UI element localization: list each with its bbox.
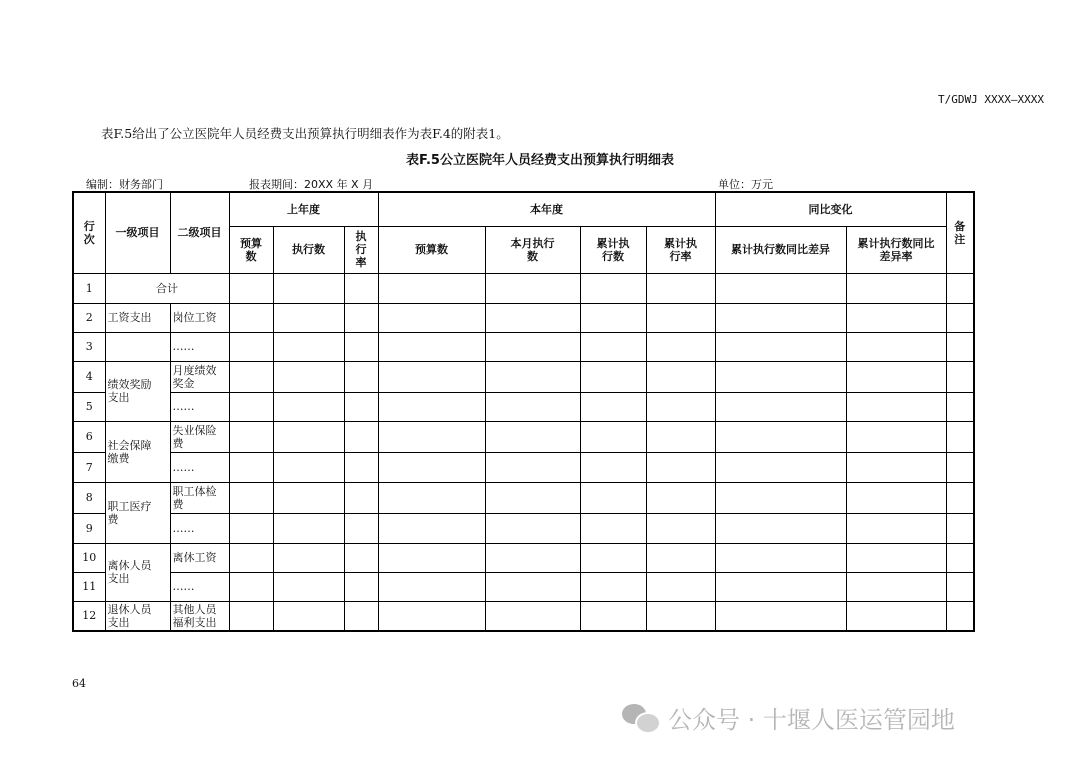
header-yoy: 同比变化 bbox=[715, 192, 946, 226]
table-row bbox=[73, 361, 974, 392]
header-prev-budget: 预算数 bbox=[229, 226, 273, 273]
header-cur-cum-exec: 累计执行数 bbox=[580, 226, 646, 273]
row-number: 12 bbox=[73, 601, 105, 631]
level2-item: …… bbox=[170, 392, 229, 421]
watermark-text: 公众号 · 十堰人医运管园地 bbox=[668, 706, 955, 734]
level2-item: 职工体检费 bbox=[170, 482, 229, 513]
level2-item: 失业保险费 bbox=[170, 421, 229, 452]
page-number: 64 bbox=[72, 677, 86, 690]
level1-item: 社会保障缴费 bbox=[105, 421, 170, 482]
table-row bbox=[73, 392, 974, 421]
row-number: 7 bbox=[73, 452, 105, 482]
level2-item: 离休工资 bbox=[170, 543, 229, 572]
header-prev-exec: 执行数 bbox=[273, 226, 344, 273]
row-number: 4 bbox=[73, 361, 105, 392]
table-row bbox=[73, 543, 974, 572]
header-cur-cum-rate: 累计执行率 bbox=[646, 226, 715, 273]
table-row bbox=[73, 572, 974, 601]
row-number: 5 bbox=[73, 392, 105, 421]
table-row bbox=[73, 303, 974, 332]
table-row bbox=[73, 482, 974, 513]
header-cur-month: 本月执行数 bbox=[485, 226, 580, 273]
table-row bbox=[73, 273, 974, 303]
standard-code: T/GDWJ XXXX—XXXX bbox=[938, 93, 1044, 106]
level2-item: …… bbox=[170, 572, 229, 601]
intro-paragraph: 表F.5给出了公立医院年人员经费支出预算执行明细表作为表F.4的附表1。 bbox=[101, 126, 509, 141]
total-label: 合计 bbox=[105, 273, 229, 303]
level2-item: …… bbox=[170, 332, 229, 361]
period-label: 报表期间：20XX 年 X 月 bbox=[249, 178, 374, 191]
header-level1: 一级项目 bbox=[105, 192, 170, 273]
table-row bbox=[73, 601, 974, 631]
header-yoy-rate: 累计执行数同比差异率 bbox=[846, 226, 946, 273]
header-this-year: 本年度 bbox=[378, 192, 715, 226]
level2-item: 其他人员福利支出 bbox=[170, 601, 229, 631]
level1-item: 工资支出 bbox=[105, 303, 170, 332]
header-prev-rate: 执行率 bbox=[344, 226, 378, 273]
header-level2: 二级项目 bbox=[170, 192, 229, 273]
level2-item: …… bbox=[170, 513, 229, 543]
compiler-label: 编制：财务部门 bbox=[86, 178, 163, 191]
header-row-1 bbox=[73, 192, 974, 226]
level1-item: 绩效奖励支出 bbox=[105, 361, 170, 421]
row-number: 9 bbox=[73, 513, 105, 543]
level1-item: 离休人员支出 bbox=[105, 543, 170, 601]
unit-label: 单位：万元 bbox=[718, 178, 773, 191]
level1-item: 退休人员支出 bbox=[105, 601, 170, 631]
level1-item: 职工医疗费 bbox=[105, 482, 170, 543]
row-number: 6 bbox=[73, 421, 105, 452]
row-number: 2 bbox=[73, 303, 105, 332]
header-cur-budget: 预算数 bbox=[378, 226, 485, 273]
table-row bbox=[73, 513, 974, 543]
watermark bbox=[622, 700, 955, 735]
table-title: 表F.5公立医院年人员经费支出预算执行明细表 bbox=[406, 153, 674, 168]
budget-execution-table bbox=[72, 191, 975, 632]
table-row bbox=[73, 452, 974, 482]
table-row bbox=[73, 332, 974, 361]
header-remark: 备注 bbox=[946, 192, 974, 273]
header-yoy-diff: 累计执行数同比差异 bbox=[715, 226, 846, 273]
wechat-icon bbox=[622, 704, 658, 732]
level2-item: …… bbox=[170, 452, 229, 482]
level2-item: 月度绩效奖金 bbox=[170, 361, 229, 392]
row-number: 11 bbox=[73, 572, 105, 601]
level2-item: 岗位工资 bbox=[170, 303, 229, 332]
row-number: 3 bbox=[73, 332, 105, 361]
row-number: 8 bbox=[73, 482, 105, 513]
row-number: 10 bbox=[73, 543, 105, 572]
header-row-no: 行次 bbox=[73, 192, 105, 273]
row-number: 1 bbox=[73, 273, 105, 303]
table-row bbox=[73, 421, 974, 452]
header-prev-year: 上年度 bbox=[229, 192, 378, 226]
